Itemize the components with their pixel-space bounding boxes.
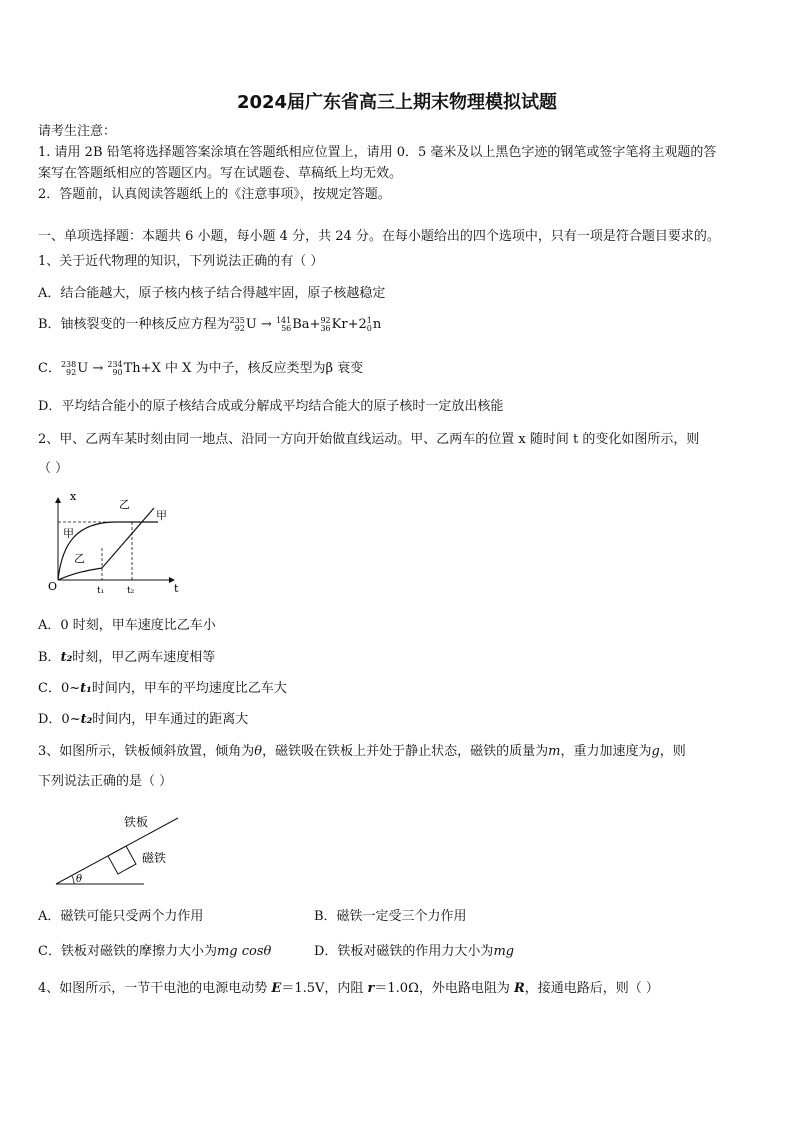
- section-heading: 一、单项选择题：本题共 6 小题，每小题 4 分，共 24 分。在每小题给出的四个选项中，只有一项是符合题目要求的。: [38, 229, 720, 244]
- t2-label: t₂: [127, 586, 135, 596]
- q3-stem-g: g: [651, 744, 660, 759]
- magnet-label: 磁铁: [142, 851, 167, 865]
- q4-stem-part-1: 4、如图所示，一节干电池的电源电动势: [38, 981, 272, 996]
- q2-option-b-var: t₂: [60, 650, 73, 665]
- q4-stem-part-3: ＝1.0Ω，外电路电阻为: [374, 981, 514, 996]
- angle-theta-label: θ: [76, 874, 83, 885]
- q1-option-b-equation: 235 92 U → 141 56 Ba+ 92 36 Kr+2 1 0 n: [229, 315, 382, 333]
- curve-yi: [58, 508, 154, 580]
- q3-stem-part-d: ，则: [659, 744, 686, 759]
- q3-stem-theta: θ: [254, 744, 263, 759]
- q1-option-c: [38, 357, 363, 377]
- q3-option-a: A．磁铁可能只受两个力作用: [38, 909, 204, 924]
- page-title: 2024届广东省高三上期末物理模拟试题: [236, 92, 558, 113]
- q4-var-r: r: [367, 981, 375, 996]
- yi-label-top: 乙: [119, 498, 130, 511]
- q2-option-c-label: C．0~: [38, 681, 81, 696]
- q2-option-d-text: 时间内，甲车通过的距离大: [92, 712, 249, 727]
- q2-option-b-label: B．: [38, 650, 61, 665]
- q3-option-c-text: C．铁板对磁铁的摩擦力大小为: [38, 944, 217, 959]
- q2-option-a: A．0 时刻，甲车速度比乙车小: [38, 618, 216, 633]
- q3-option-d-expr: mg: [493, 944, 515, 959]
- q1-option-a: A．结合能越大，原子核内核子结合得越牢固，原子核越稳定: [38, 286, 386, 301]
- q1-option-b: [38, 313, 381, 333]
- q2-option-d-label: D．0~: [38, 712, 81, 727]
- yi-label-left: 乙: [74, 552, 85, 565]
- q4-var-e: E: [271, 981, 282, 996]
- notice-item-1-line-1: 1. 请用 2B 铅笔将选择题答案涂填在答题纸相应位置上，请用 0．5 毫米及以上黑色字迹的钢笔或签字笔将主观题的答: [38, 145, 717, 160]
- q4-stem-part-4: ，接通电路后，则（ ）: [524, 981, 659, 996]
- q2-option-d-var: t₂: [80, 712, 93, 727]
- jia-label-right: 甲: [156, 509, 167, 522]
- q3-option-c-expr: mg cosθ: [216, 944, 272, 959]
- q4-var-big-r: R: [513, 981, 525, 996]
- q1-option-b-text: B．铀核裂变的一种核反应方程为: [38, 317, 230, 332]
- q2-option-c: [38, 677, 287, 696]
- axis-x-label: x: [70, 492, 77, 503]
- notice-item-1-line-2: 案写在答题纸相应的答题区内。写在试题卷、草稿纸上均无效。: [38, 166, 403, 181]
- q4-stem: [38, 977, 659, 996]
- q3-option-c: [38, 940, 271, 959]
- q3-option-b: B．磁铁一定受三个力作用: [314, 909, 467, 924]
- q3-option-d: [314, 940, 514, 959]
- q2-option-c-text: 时间内，甲车的平均速度比乙车大: [91, 681, 287, 696]
- q3-option-d-text: D．铁板对磁铁的作用力大小为: [314, 944, 494, 959]
- q3-stem-part-c: ，重力加速度为: [560, 744, 652, 759]
- notice-item-2: 2．答题前，认真阅读答题纸上的《注意事项》，按规定答题。: [38, 187, 391, 202]
- origin-label: O: [48, 580, 58, 593]
- q4-stem-part-2: ＝1.5V，内阻: [281, 981, 368, 996]
- q1-option-d: D．平均结合能小的原子核结合成或分解成平均结合能大的原子核时一定放出核能: [38, 399, 504, 414]
- q3-stem-line-2: 下列说法正确的是（ ）: [38, 774, 173, 789]
- plate-label: 铁板: [124, 815, 149, 829]
- q3-stem-part-a: 3、如图所示，铁板倾斜放置，倾角为: [38, 744, 255, 759]
- q2-option-b: [38, 646, 215, 665]
- q1-option-c-equation: 238 92 U → 234 90 Th+X: [60, 359, 165, 377]
- jia-label-left: 甲: [63, 527, 74, 540]
- q3-stem-m: m: [548, 744, 561, 759]
- q2-option-d: [38, 708, 248, 727]
- axis-t-label: t: [174, 582, 179, 595]
- q3-stem-line-1: [38, 740, 686, 759]
- q1-option-c-text: 中 X 为中子，核反应类型为β 衰变: [164, 361, 364, 376]
- q2-option-b-text: 时刻，甲乙两车速度相等: [72, 650, 216, 665]
- q1-option-c-label: C．: [38, 361, 61, 376]
- angle-arc: [72, 876, 74, 884]
- q2-stem-line-2: （ ）: [38, 461, 69, 476]
- q2-xt-graph: [46, 492, 196, 596]
- t1-label: t₁: [97, 586, 105, 596]
- q2-stem-line-1: 2、甲、乙两车某时刻由同一地点、沿同一方向开始做直线运动。甲、乙两车的位置 x 随时间 t 的变化如图所示，则: [38, 432, 700, 447]
- q3-incline-figure: [52, 810, 184, 890]
- q1-stem: 1、关于近代物理的知识，下列说法正确的有（ ）: [38, 254, 324, 269]
- notice-header: 请考生注意：: [38, 124, 117, 139]
- q3-stem-part-b: ，磁铁吸在铁板上并处于静止状态，磁铁的质量为: [262, 744, 549, 759]
- magnet-block: [108, 846, 136, 874]
- q2-option-c-var: t₁: [80, 681, 92, 696]
